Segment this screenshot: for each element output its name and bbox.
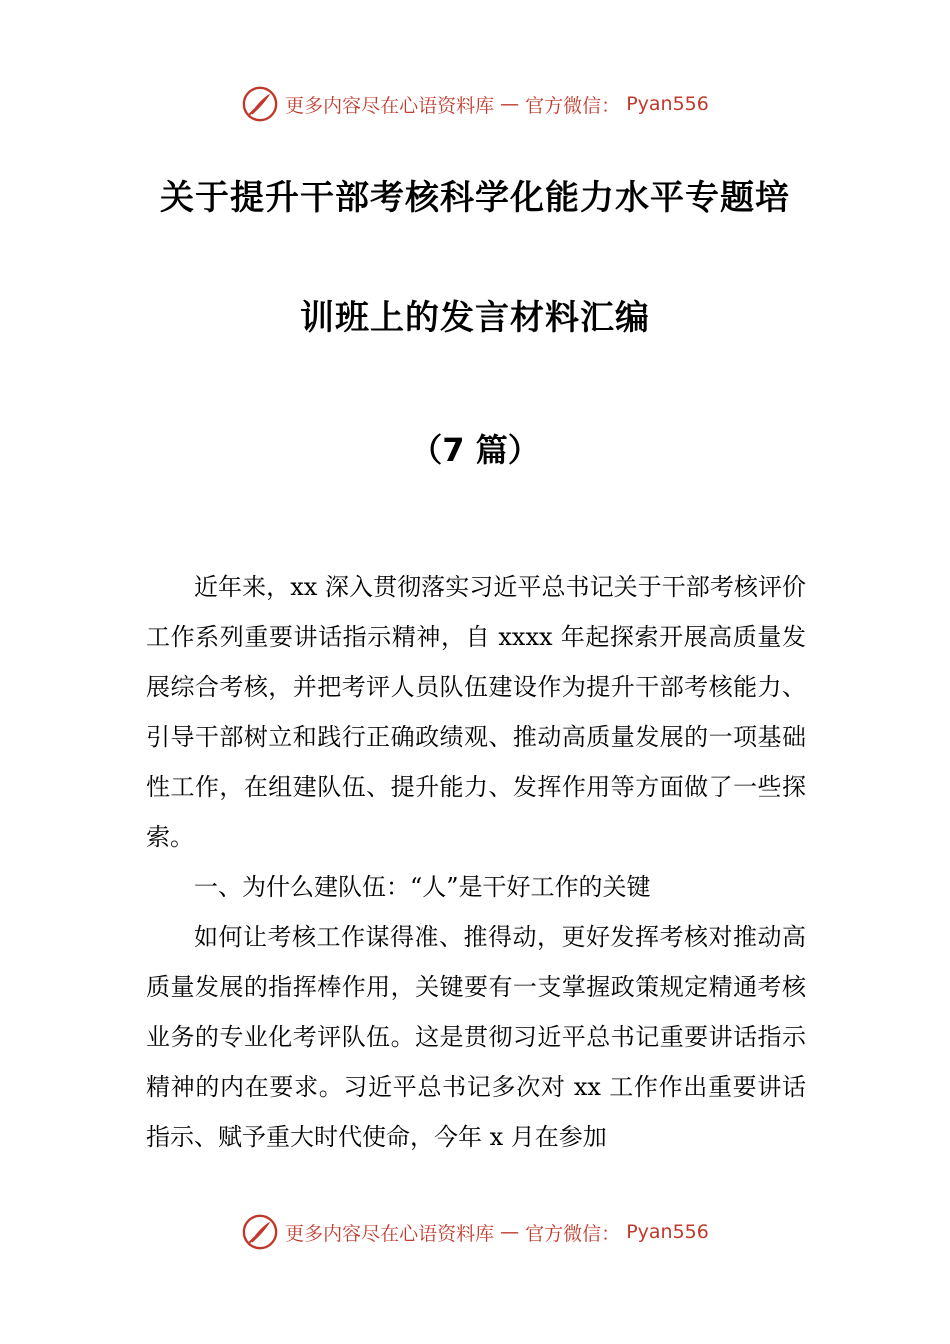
document-title-line-2: 训班上的发言材料汇编 <box>300 298 650 338</box>
document-subtitle: （7 篇） <box>410 431 540 469</box>
watermark-separator: — <box>500 93 520 115</box>
watermark-wechat-id: Pyan556 <box>626 1221 709 1243</box>
footer-watermark <box>0 1212 950 1252</box>
feather-pen-logo-icon <box>241 1213 279 1251</box>
watermark-separator: — <box>500 1221 520 1243</box>
document-title-line-1: 关于提升干部考核科学化能力水平专题培 <box>160 178 790 218</box>
feather-pen-logo-icon <box>241 85 279 123</box>
header-watermark <box>0 84 950 124</box>
watermark-label: 官方微信： <box>525 1222 621 1245</box>
document-body <box>146 562 806 1162</box>
watermark-site-text: 更多内容尽在心语资料库 <box>285 1222 495 1245</box>
paragraph-intro: 近年来，xx 深入贯彻落实习近平总书记关于干部考核评价工作系列重要讲话指示精神，自 xxxx 年起探索开展高质量发展综合考核，并把考评人员队伍建设作为提升干部考核能力、引导干部树立和践行正确政绩观、推动高质量发展的一项基础性工作，在组建队伍、提升能力、发挥作用等方面做了一些探索。 <box>146 573 806 851</box>
paragraph-section-1: 如何让考核工作谋得准、推得动，更好发挥考核对推动高质量发展的指挥棒作用，关键要有一支掌握政策规定精通考核业务的专业化考评队伍。这是贯彻习近平总书记重要讲话指示精神的内在要求。习近平总书记多次对 xx 工作作出重要讲话指示、赋予重大时代使命，今年 x 月在参加 <box>146 923 806 1151</box>
watermark-site-text: 更多内容尽在心语资料库 <box>285 94 495 117</box>
watermark-wechat-id: Pyan556 <box>626 93 709 115</box>
watermark-label: 官方微信： <box>525 94 621 117</box>
section-heading-1: 一、为什么建队伍：“人”是干好工作的关键 <box>194 873 651 901</box>
